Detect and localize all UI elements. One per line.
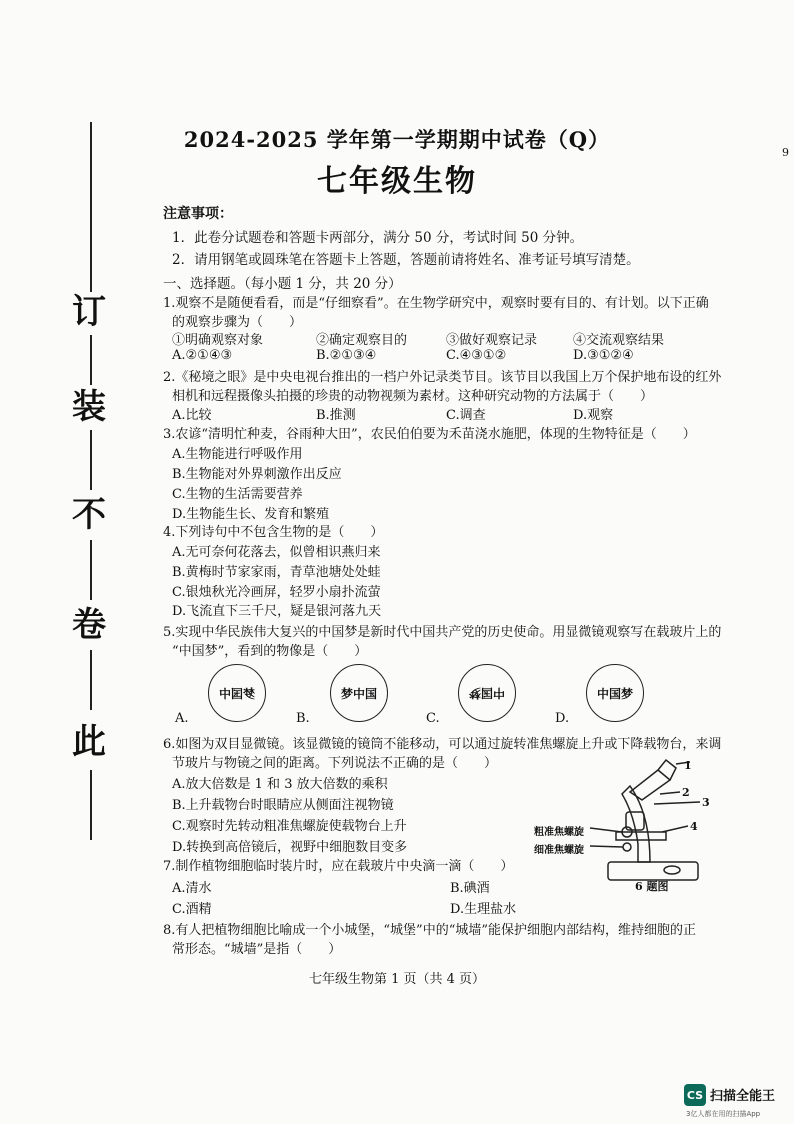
question-7-stem: 7.制作植物细胞临时装片时，应在载玻片中央滴一滴（ ） — [163, 859, 514, 874]
question-1-option: C.④③①② — [446, 348, 507, 363]
question-8-stem: 常形态。“城墙”是指（ ） — [172, 942, 342, 957]
question-6-option: D.转换到高倍镜后，视野中细胞数目变多 — [172, 840, 408, 855]
section-heading: 一、选择题。（每小题 1 分，共 20 分） — [163, 276, 402, 292]
question-1-option: B.②①③④ — [316, 348, 377, 363]
question-3-stem: 3.农谚“清明忙种麦，谷雨种大田”，农民伯伯要为禾苗浇水施肥，体现的生物特征是（ ） — [163, 427, 696, 442]
watermark-app-name: 扫描全能王 — [710, 1089, 776, 1104]
question-2-option: D.观察 — [573, 408, 614, 423]
option-a-image-text: 梦国中 — [218, 686, 255, 701]
binding-char: 装 — [72, 387, 106, 427]
question-7-option: D.生理盐水 — [450, 902, 517, 917]
binding-line — [90, 540, 92, 600]
question-4-stem: 4.下列诗句中不包含生物的是（ ） — [163, 525, 384, 540]
coarse-focus-label: 粗准焦螺旋 — [534, 827, 584, 838]
option-d-circle — [586, 664, 644, 722]
question-6-option: C.观察时先转动粗准焦螺旋使载物台上升 — [172, 819, 407, 834]
option-a-circle — [208, 664, 266, 722]
notice-item: 2．请用钢笔或圆珠笔在答题卡上答题，答题前请将姓名、准考证号填写清楚。 — [172, 252, 640, 268]
figure-caption: 6 题图 — [635, 880, 669, 893]
question-4-option: B.黄梅时节家家雨，青草池塘处处蛙 — [172, 565, 381, 580]
callout-2: 2 — [682, 786, 690, 799]
option-label: A. — [175, 711, 189, 726]
question-5-stem: 5.实现中华民族伟大复兴的中国梦是新时代中国共产党的历史使命。用显微镜观察写在载玻片上的 — [163, 625, 722, 640]
question-4-option: C.银烛秋光冷画屏，轻罗小扇扑流萤 — [172, 585, 381, 600]
question-8-stem: 8.有人把植物细胞比喻成一个小城堡，“城堡”中的“城墙”能保护细胞内部结构，维持细胞的正 — [163, 923, 696, 938]
binding-line — [90, 650, 92, 710]
question-2-option: B.推测 — [316, 408, 356, 423]
callout-4: 4 — [690, 820, 698, 833]
binding-char: 此 — [72, 722, 106, 762]
question-1-option: D.③①②④ — [573, 348, 634, 363]
question-3-option: D.生物能生长、发育和繁殖 — [172, 507, 330, 522]
notice-heading: 注意事项： — [163, 206, 233, 222]
callout-1: 1 — [684, 759, 692, 772]
option-label: B. — [296, 711, 310, 726]
question-3-option: A.生物能进行呼吸作用 — [172, 447, 303, 462]
question-2-option: A.比较 — [172, 408, 212, 423]
question-6-stem: 6.如图为双目显微镜。该显微镜的镜筒不能移动，可以通过旋转准焦螺旋上升或下降载物台，来调 — [163, 737, 722, 752]
exam-subtitle: 七年级生物 — [317, 164, 477, 199]
question-1-step: ②确定观察目的 — [316, 333, 408, 348]
camscanner-logo-icon: CS — [684, 1084, 706, 1106]
binding-char: 卷 — [72, 605, 106, 645]
question-3-option: C.生物的生活需要营养 — [172, 487, 303, 502]
page-mark: 9 — [782, 146, 789, 159]
question-7-option: A.清水 — [172, 881, 212, 896]
option-b-circle — [330, 664, 388, 722]
question-4-option: D.飞流直下三千尺，疑是银河落九天 — [172, 604, 382, 619]
question-1-step: ④交流观察结果 — [573, 333, 665, 348]
question-7-option: C.酒精 — [172, 902, 212, 917]
question-7-option: B.碘酒 — [450, 881, 490, 896]
question-6-option: A.放大倍数是 1 和 3 放大倍数的乘积 — [172, 777, 388, 792]
watermark-tagline: 3亿人都在用的扫描App — [686, 1110, 761, 1118]
question-4-option: A.无可奈何花落去，似曾相识燕归来 — [172, 545, 381, 560]
binding-line — [90, 770, 92, 840]
option-c-circle — [458, 664, 516, 722]
question-1-step: ①明确观察对象 — [172, 333, 264, 348]
question-6-option: B.上升载物台时眼睛应从侧面注视物镜 — [172, 798, 394, 813]
option-c-image-text: 中国梦 — [468, 685, 505, 700]
option-label: D. — [555, 711, 570, 726]
binding-char: 订 — [72, 292, 106, 332]
callout-3: 3 — [702, 796, 710, 809]
page-footer: 七年级生物第 1 页（共 4 页） — [308, 972, 486, 987]
binding-char: 不 — [72, 495, 106, 535]
question-2-option: C.调查 — [446, 408, 486, 423]
question-2-stem: 2.《秘境之眼》是中央电视台推出的一档户外记录类节目。该节目以我国上万个保护地布设的红外 — [163, 370, 722, 385]
question-1-stem: 1.观察不是随便看看，而是“仔细察看”。在生物学研究中，观察时要有目的、有计划。以下正确 — [163, 296, 709, 311]
question-1-step: ③做好观察记录 — [446, 333, 538, 348]
binding-line — [90, 430, 92, 490]
question-5-stem: “中国梦”，看到的物像是（ ） — [172, 644, 368, 659]
question-1-option: A.②①④③ — [172, 348, 233, 363]
exam-title: 2024-2025 学年第一学期期中试卷（Q） — [183, 127, 611, 152]
question-2-stem: 相机和远程摄像头拍摄的珍贵的动物视频为素材。这种研究动物的方法属于（ ） — [172, 389, 654, 404]
question-3-option: B.生物能对外界刺激作出反应 — [172, 467, 342, 482]
option-d-image-text: 中国梦 — [596, 686, 633, 701]
question-1-stem: 的观察步骤为（ ） — [172, 315, 303, 330]
option-label: C. — [426, 711, 440, 726]
option-b-image-text: 梦中国 — [340, 686, 377, 701]
notice-item: 1．此卷分试题卷和答题卡两部分，满分 50 分，考试时间 50 分钟。 — [172, 230, 584, 246]
fine-focus-label: 细准焦螺旋 — [534, 845, 584, 856]
question-6-stem: 节玻片与物镜之间的距离。下列说法不正确的是（ ） — [172, 756, 498, 771]
binding-line — [90, 335, 92, 385]
